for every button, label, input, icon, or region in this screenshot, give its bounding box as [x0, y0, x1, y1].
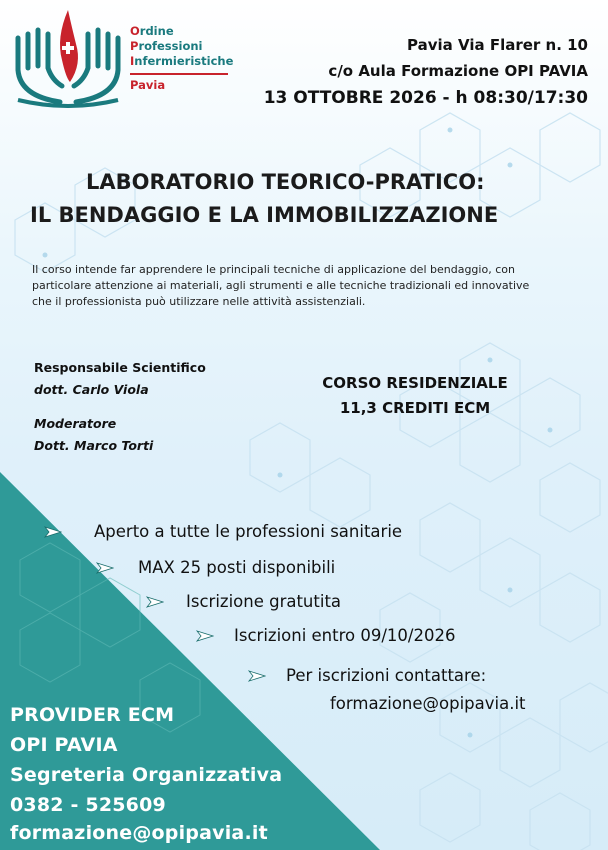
bullet-text: Iscrizioni entro 09/10/2026: [234, 626, 456, 645]
bullet-text: MAX 25 posti disponibili: [138, 558, 336, 577]
bullet-text: Per iscrizioni contattare:: [286, 666, 487, 685]
list-item: [146, 592, 341, 611]
footer-provider: PROVIDER ECM: [10, 704, 175, 726]
moderator-name: Dott. Marco Torti: [34, 438, 154, 453]
course-credits: 11,3 CREDITI ECM: [339, 399, 491, 417]
logo-divider: [130, 73, 228, 75]
bullet-arrow-icon: [44, 526, 62, 538]
description-line: che il professionista può utilizzare nelle attività assistenziali.: [32, 295, 366, 308]
bullet-arrow-icon: [96, 562, 114, 574]
bullet-arrow-icon: [196, 630, 214, 642]
header-venue: c/o Aula Formazione OPI PAVIA: [328, 62, 588, 80]
moderator-role: Moderatore: [34, 416, 117, 431]
course-description: [32, 262, 592, 310]
bullet-arrow-icon: [248, 670, 266, 682]
footer-email[interactable]: formazione@opipavia.it: [10, 822, 268, 844]
logo-text: Ordine Professioni Infermieristiche Pavia: [130, 24, 234, 92]
header-address: Pavia Via Flarer n. 10: [407, 36, 588, 54]
list-item: [248, 666, 486, 685]
bullet-text: Aperto a tutte le professioni sanitarie: [94, 522, 403, 541]
scientific-role: Responsabile Scientifico: [34, 360, 206, 375]
description-line: Il corso intende far apprendere le principali tecniche di applicazione del bendaggio, con: [32, 263, 515, 276]
list-item: [196, 626, 455, 645]
scientific-name: dott. Carlo Viola: [34, 382, 149, 397]
bullet-arrow-icon: [146, 596, 164, 608]
footer-org: OPI PAVIA: [10, 734, 118, 756]
description-line: particolare attenzione ai materiali, agli strumenti e alle tecniche tradizionali ed innovative: [32, 279, 530, 292]
title-line-2: IL BENDAGGIO E LA IMMOBILIZZAZIONE: [30, 203, 499, 227]
header-date-time: 13 OTTOBRE 2026 - h 08:30/17:30: [263, 88, 588, 108]
logo-hands-icon: [10, 8, 128, 108]
footer-phone[interactable]: 0382 - 525609: [10, 794, 166, 816]
list-item: [96, 558, 335, 577]
logo-city: Pavia: [130, 78, 166, 92]
contact-email[interactable]: formazione@opipavia.it: [330, 694, 526, 713]
course-type: CORSO RESIDENZIALE: [322, 374, 508, 392]
bullet-text: Iscrizione gratutita: [186, 592, 342, 611]
list-item: [44, 522, 402, 541]
footer-secretariat: Segreteria Organizzativa: [10, 764, 283, 786]
title-line-1: LABORATORIO TEORICO-PRATICO:: [86, 170, 485, 194]
